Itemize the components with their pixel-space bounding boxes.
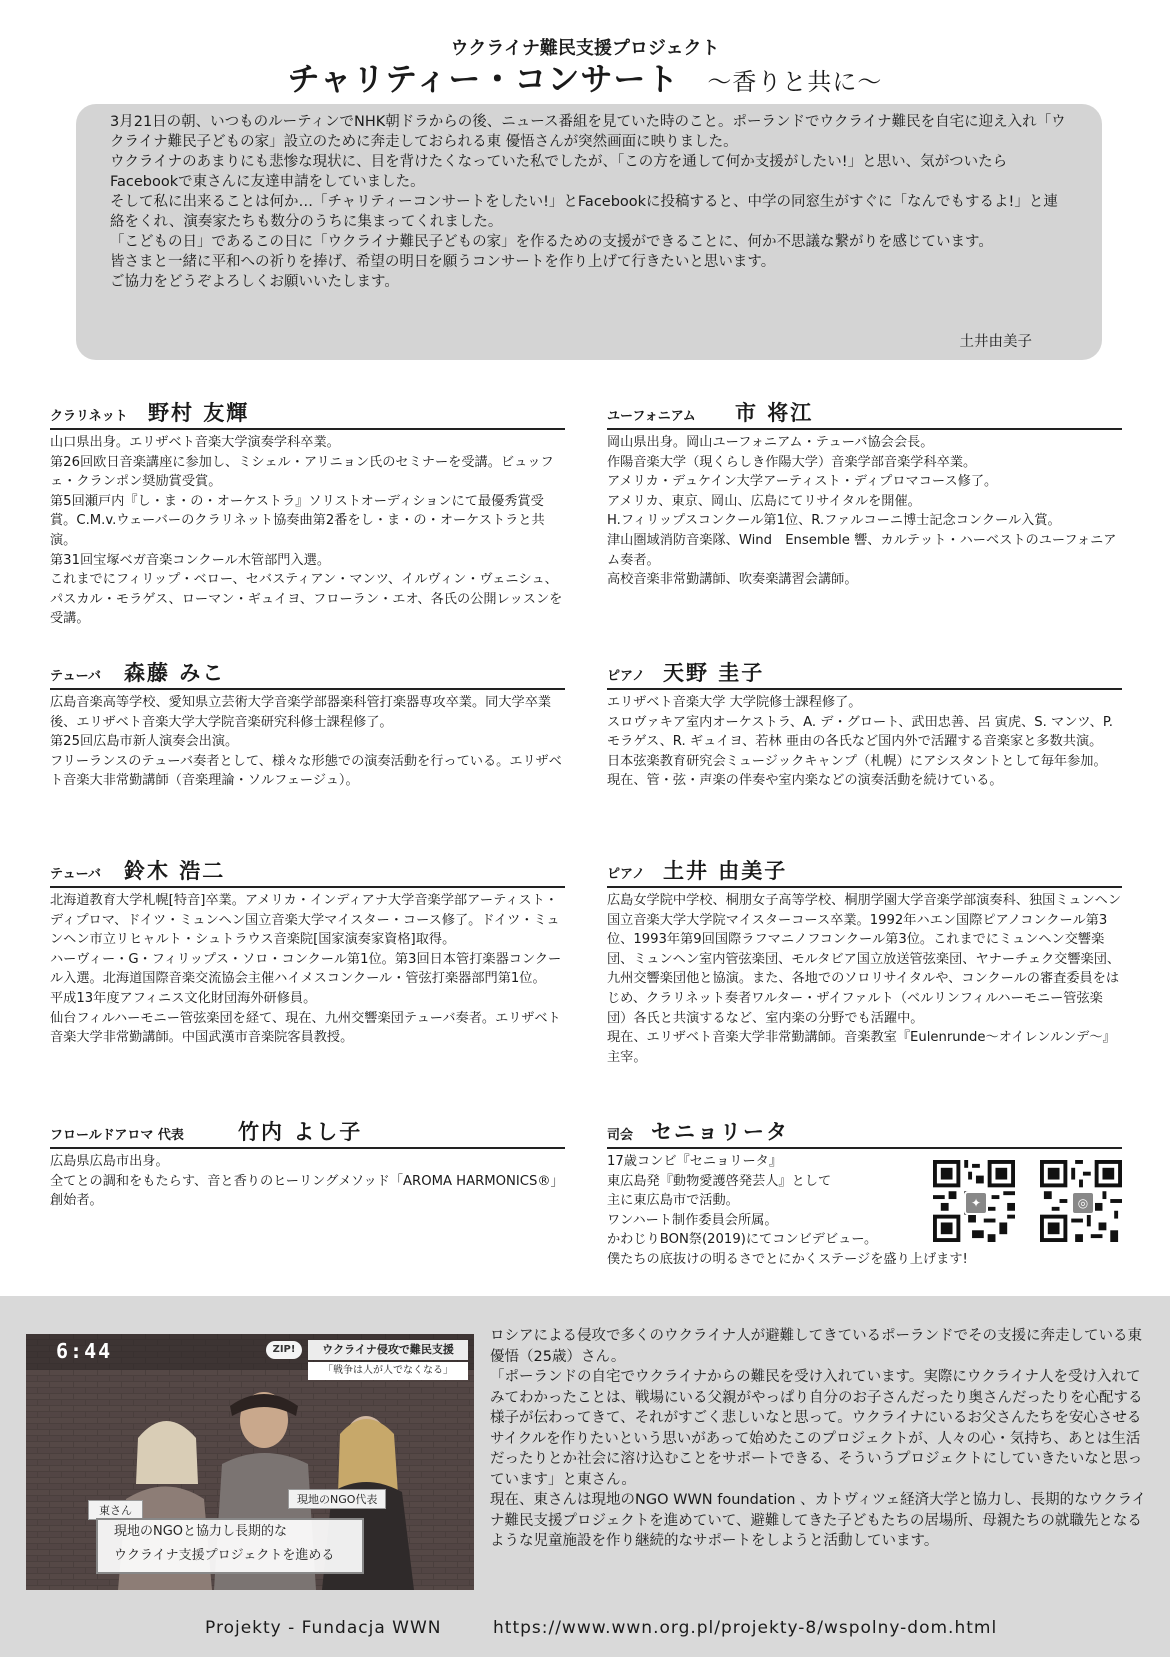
news-headline-banner: ウクライナ侵攻で難民支援 (308, 1340, 468, 1360)
profile-bio (607, 693, 1122, 791)
bio-line: 全てとの調和をもたらす、音と香りのヒーリングメソッド「AROMA HARMONICS®」創始者。 (50, 1173, 564, 1209)
intro-paragraph: 「こどもの日」であるこの日に「ウクライナ難民子どもの家」を作るための支援ができることに、何か不思議な繋がりを感じています。 (110, 234, 993, 250)
bio-line: 広島女学院中学校、桐朋女子高等学校、桐朋学園大学音楽学部演奏科、独国ミュンヘン国立音楽大学大学院マイスターコース卒業。1992年ハエン国際ピアノコンクール第3位、1993年第9回国際ラフマニノフコンクール第3位。これまでにミュンヘン交響楽団、ミュンヘン室内管弦楽団、モルタビア国立放送管弦楽団、ヤナーチェク交響楽団、九州交響楽団他と協演。また、各地でのソロリサイタルや、コンクールの審査委員をはじめ、クラリネット奏者ワルター・ザイファルト（ベルリンフィルハーモニー管弦楽団）各氏と共演するなど、室内楽の分野でも活躍中。 (607, 893, 1122, 1026)
bio-line: 高校音楽非常勤講師、吹奏楽講習会講師。 (607, 572, 858, 588)
clock-display: 6:44 (56, 1339, 113, 1363)
bio-line: 主に東広島市で活動。 (607, 1193, 739, 1209)
intro-paragraph: 3月21日の朝、いつものルーティンでNHK朝ドラからの後、ニュース番組を見ていた時のこと。ポーランドでウクライナ難民を自宅に迎え入れ「ウクライナ難民子どもの家」設立のために奔走しておられる東 優悟さんが突然画面に映りました。 (110, 114, 1066, 150)
profile-role: 司会 (607, 1128, 634, 1143)
news-paragraph: 「ポーランドの自宅でウクライナからの難民を受け入れています。実際にウクライナ人を受け入れてみてわかったことは、戦場にいる父親がやっぱり自分のお子さんだったり奥さんだったりを心配する様子が伝わってきて、それがすごく悲しいなと思って。ウクライナにいるお父さんたちを安心させるサイクルを作りたいという思いがあって始めたこのプロジェクトが、人々の心・気持ち、あとは生活だったりとか社会に溶け込むことをサポートできる、そういうプロジェクトにしていきたいなと思っています」と東さん。 (490, 1369, 1143, 1488)
bio-line: 作陽音楽大学（現くらしき作陽大学）音楽学部音楽学科卒業。 (607, 454, 977, 470)
profile-name: 土井 由美子 (663, 859, 788, 883)
title-tagline: ～香りと共に～ (707, 68, 883, 96)
profile-morito (50, 658, 565, 791)
profile-name: セニョリータ (651, 1120, 789, 1144)
news-quote-banner: 「戦争は人が人でなくなる」 (308, 1362, 468, 1380)
bio-line: アメリカ・デュケイン大学アーティスト・ディプロマコース修了。 (607, 474, 998, 490)
intro-paragraph: そして私に出来ることは何か…「チャリティーコンサートをしたい!」とFacebookに投稿すると、中学の同窓生がすぐに「なんでもするよ!」と連絡をくれ、演奏家たちも数分のうちに集まってくれました。 (110, 194, 1058, 230)
profile-nomura (50, 398, 565, 629)
profile-header (50, 856, 565, 888)
bio-line: 広島県広島市出身。 (50, 1154, 169, 1169)
profile-bio (607, 891, 1122, 1067)
bio-line: エリザベト音楽大学 大学院修士課程修了。 (607, 695, 862, 710)
bio-line: 津山圏域消防音楽隊、Wind Ensemble 響、カルテット・ハーベストのユーフォニアム奏者。 (607, 532, 1117, 568)
caption-line: ウクライナ支援プロジェクトを進める (114, 1548, 335, 1563)
bio-line: 岡山県出身。岡山ユーフォニアム・テューバ協会会長。 (607, 435, 934, 450)
twitter-icon: ✦ (964, 1191, 988, 1215)
profile-header (50, 658, 565, 690)
bio-line: 日本弦楽教育研究会ミュージックキャンプ（札幌）にアシスタントとして毎年参加。 (607, 753, 1107, 769)
profile-header (607, 398, 1122, 430)
footer-source-label: Projekty - Fundacja WWN (205, 1618, 442, 1638)
profile-name: 野村 友輝 (148, 401, 250, 425)
bio-line: 仙台フィルハーモニー管弦楽団を経て、現在、九州交響楽団テューバ奏者。エリザベト音楽大学非常勤講師。中国武漢市音楽院客員教授。 (50, 1010, 561, 1046)
profile-suzuki (50, 856, 565, 1048)
profile-role: ピアノ (607, 669, 645, 684)
profile-role: ユーフォニアム (607, 409, 696, 424)
profile-role: フロールドアロマ 代表 (50, 1128, 184, 1143)
instagram-icon: ◎ (1071, 1191, 1095, 1215)
news-screenshot-photo (26, 1334, 474, 1590)
event-title (0, 54, 1170, 100)
intro-paragraph: ご協力をどうぞよろしくお願いいたします。 (110, 274, 399, 290)
profile-header (50, 1117, 565, 1149)
bio-line: スロヴァキア室内オーケストラ、A. デ・グロート、武田忠善、呂 寅虎、S. マンツ、P. モラゲス、R. ギュイヨ、若林 亜由の各氏など国内外で活躍する音楽家と多数共演。 (607, 714, 1113, 750)
intro-message-box (76, 104, 1102, 360)
news-article (490, 1326, 1150, 1552)
news-paragraph: 現在、東さんは現地のNGO WWN foundation 、カトヴィツェ経済大学と協力し、長期的なウクライナ難民支援プロジェクトを進めていて、避難してきた子どもたちの居場所、母親たちの就職先となるような児童施設を作り継続的なサポートをしようと活動しています。 (490, 1492, 1147, 1549)
profile-bio (50, 433, 565, 629)
profile-role: クラリネット (50, 409, 128, 424)
profile-name: 市 将江 (735, 401, 814, 425)
twitter-qr-code[interactable] (933, 1160, 1015, 1242)
bio-line: 平成13年度アフィニス文化財団海外研修員。 (50, 990, 317, 1006)
news-section (0, 1296, 1170, 1657)
profile-header (50, 398, 565, 430)
bio-line: 第25回広島市新人演奏会出演。 (50, 734, 239, 750)
profile-role: テューバ (50, 867, 101, 882)
footer-url-link[interactable]: https://www.wwn.org.pl/projekty-8/wspolny-dom.html (493, 1618, 998, 1638)
bio-line: ワンハート制作委員会所属。 (607, 1212, 778, 1228)
bio-line: これまでにフィリップ・ベロー、セバスティアン・マンツ、イルヴィン・ヴェニシュ、パスカル・モラゲス、ローマン・ギュイヨ、フローラン・エオ、各氏の公開レッスンを受講。 (50, 572, 563, 627)
instagram-qr-code[interactable] (1040, 1160, 1122, 1242)
news-caption (96, 1518, 364, 1574)
profile-role: テューバ (50, 669, 101, 684)
bio-line: 第5回瀬戸内『し・ま・の・オーケストラ』ソリストオーディションにて最優秀賞受賞。C.M.v.ウェーバーのクラリネット協奏曲第2番をし・ま・の・オーケストラと共演。 (50, 493, 545, 548)
bio-line: かわじりBON祭(2019)にてコンビデビュー。 (607, 1232, 878, 1248)
intro-signature: 土井由美子 (959, 334, 1032, 350)
profile-bio (50, 1152, 565, 1211)
show-logo: ZIP! (266, 1341, 302, 1359)
bio-line: 僕たちの底抜けの明るさでとにかくステージを盛り上げます! (607, 1251, 968, 1267)
profile-name: 天野 圭子 (663, 661, 765, 685)
profile-header (607, 1117, 1122, 1149)
bio-line: 東広島発『動物愛護啓発芸人』として (607, 1173, 832, 1189)
caption-line: 現地のNGOと協力し長期的な (114, 1524, 288, 1539)
profile-bio (607, 1152, 968, 1270)
bio-line: 第26回欧日音楽講座に参加し、ミシェル・アリニョン氏のセミナーを受講。ビュッフェ・クランポン奨励賞受賞。 (50, 454, 554, 490)
person-label-ngo: 現地のNGO代表 (288, 1489, 386, 1509)
bio-line: 現在、エリザベト音楽大学非常勤講師。音楽教室『Eulenrunde～オイレンルンデ～』主宰。 (607, 1030, 1116, 1065)
profile-name: 竹内 よし子 (238, 1120, 363, 1144)
profile-role: ピアノ (607, 867, 645, 882)
profile-bio (607, 433, 1122, 590)
bio-line: フリーランスのテューバ奏者として、様々な形態での演奏活動を行っている。エリザベト音楽大非常勤講師（音楽理論・ソルフェージュ）。 (50, 753, 562, 789)
profile-bio (50, 693, 565, 791)
bio-line: 北海道教育大学札幌[特音]卒業。アメリカ・インディアナ大学音楽学部アーティスト・ディプロマ、ドイツ・ミュンヘン国立音楽大学マイスター・コース修了。ドイツ・ミュンヘン市立リヒャルト・シュトラウス音楽院[国家演奏家資格]取得。 (50, 893, 560, 948)
bio-line: ハーヴィー・G・フィリップス・ソロ・コンクール第1位。第3回日本管打楽器コンクール入選。北海道国際音楽交流協会主催ハイメスコンクール・管弦打楽器部門第1位。 (50, 951, 562, 987)
title-text: チャリティー・コンサート (287, 60, 680, 98)
bio-line: 現在、管・弦・声楽の伴奏や室内楽などの演奏活動を続けている。 (607, 773, 1003, 789)
profile-bio (50, 891, 565, 1048)
bio-line: H.フィリップスコンクール第1位、R.ファルコーニ博士記念コンクール入賞。 (607, 513, 1061, 529)
bio-line: アメリカ、東京、岡山、広島にてリサイタルを開催。 (607, 493, 921, 509)
intro-paragraph: ウクライナのあまりにも悲惨な現状に、目を背けたくなっていた私でしたが、「この方を通して何か支援がしたい!」と思い、気がついたらFacebookで東さんに友達申請をしていました。 (110, 154, 1008, 190)
person-label-azuma: 東さん (88, 1500, 143, 1520)
event-subtitle: ウクライナ難民支援プロジェクト (450, 38, 720, 59)
profile-amano (607, 658, 1122, 791)
profile-header (607, 856, 1122, 888)
profile-name: 森藤 みこ (124, 661, 226, 685)
profile-header (607, 658, 1122, 690)
profile-name: 鈴木 浩二 (124, 859, 226, 883)
bio-line: 山口県出身。エリザベト音楽大学演奏学科卒業。 (50, 435, 340, 450)
bio-line: 第31回宝塚ベガ音楽コンクール木管部門入選。 (50, 552, 331, 568)
bio-line: 17歳コンビ『セニョリータ』 (607, 1154, 783, 1169)
profile-doi (607, 856, 1122, 1067)
profile-takeuchi (50, 1117, 565, 1211)
intro-paragraph: 皆さまと一緒に平和への祈りを捧げ、希望の明日を願うコンサートを作り上げて行きたいと思います。 (110, 254, 776, 270)
news-paragraph: ロシアによる侵攻で多くのウクライナ人が避難してきているポーランドでその支援に奔走している東 優悟（25歳）さん。 (490, 1328, 1143, 1365)
bio-line: 広島音楽高等学校、愛知県立芸術大学音楽学部器楽科管打楽器専攻卒業。同大学卒業後、エリザベト音楽大学大学院音楽研究科修士課程修了。 (50, 695, 552, 730)
profile-ichi (607, 398, 1122, 590)
